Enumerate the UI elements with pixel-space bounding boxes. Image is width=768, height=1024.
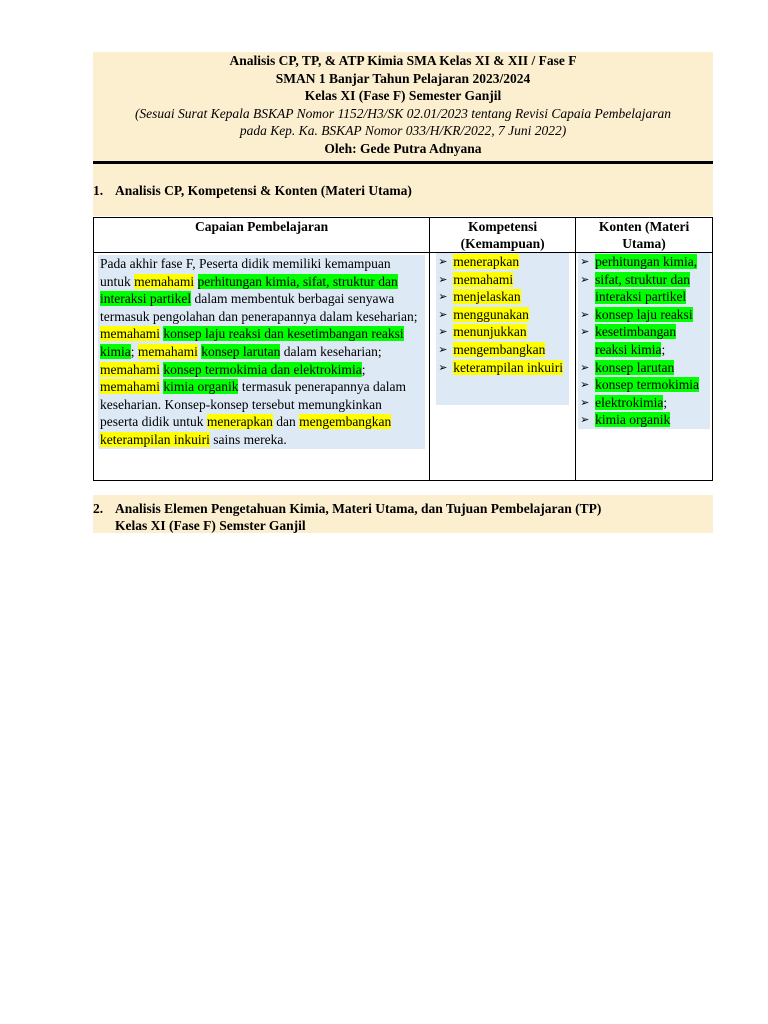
table-header-row	[94, 218, 713, 253]
arrowhead-bullet-icon: ➢	[438, 307, 448, 321]
kompetensi-text: menggunakan	[453, 306, 529, 322]
arrowhead-bullet-icon: ➢	[580, 325, 590, 339]
section-2-band	[93, 495, 713, 533]
document-header	[93, 52, 713, 164]
cp-paragraph: Pada akhir fase F, Peserta didik memiliki kemampuan untuk memahami perhitungan kimia, sifat, struktur dan interaksi partikel dalam membentuk berbagai senyawa termasuk pengolahan dan penerapannya dalam keseharian; memahami konsep laju reaksi dan kesetimbangan reaksi kimia; memahami konsep larutan dalam keseharian; memahami konsep termokimia dan elektrokimia; memahami kimia organik termasuk penerapannya dalam keseharian. Konsep-konsep tersebut memungkinkan peserta didik untuk menerapkan dan mengembangkan keterampilan inkuiri sains mereka.	[98, 255, 425, 449]
header-title: Analisis CP, TP, & ATP Kimia SMA Kelas XI & XII / Fase F	[229, 53, 577, 68]
document-sheet	[93, 52, 713, 533]
header-konten: Konten (Materi Utama)	[576, 218, 713, 253]
arrowhead-bullet-icon: ➢	[438, 255, 448, 268]
header-class: Kelas XI (Fase F) Semester Ganjil	[304, 88, 502, 103]
konten-text: elektrokimia	[595, 394, 664, 410]
section-2-title-line-1: Analisis Elemen Pengetahuan Kimia, Materi Utama, dan Tujuan Pembelajaran (TP)	[115, 501, 602, 516]
kompetensi-text: memahami	[453, 271, 514, 287]
konten-item	[578, 376, 710, 394]
konten-text: kesetimbangan reaksi kimia	[595, 324, 677, 357]
konten-cell	[576, 253, 713, 481]
kompetensi-item	[436, 306, 569, 324]
arrowhead-bullet-icon: ➢	[580, 395, 590, 409]
arrowhead-bullet-icon: ➢	[438, 360, 448, 374]
arrowhead-bullet-icon: ➢	[438, 342, 448, 356]
konten-text: perhitungan kimia,	[595, 254, 698, 269]
arrowhead-bullet-icon: ➢	[438, 272, 448, 286]
konten-text: konsep termokimia	[595, 377, 699, 393]
header-reference-1: (Sesuai Surat Kepala BSKAP Nomor 1152/H3/SK 02.01/2023 tentang Revisi Capaia Pembelajaran	[134, 105, 672, 121]
arrowhead-bullet-icon: ➢	[580, 307, 590, 321]
kompetensi-item	[436, 253, 569, 271]
kompetensi-text: menerapkan	[453, 254, 520, 269]
arrowhead-bullet-icon: ➢	[580, 255, 590, 268]
header-school: SMAN 1 Banjar Tahun Pelajaran 2023/2024	[275, 70, 531, 86]
konten-item	[578, 359, 710, 377]
konten-text: kimia organik	[595, 412, 671, 428]
arrowhead-bullet-icon: ➢	[580, 360, 590, 374]
kompetensi-text: menjelaskan	[453, 289, 521, 305]
kompetensi-list	[436, 253, 569, 376]
kompetensi-text: menunjukkan	[453, 324, 527, 340]
header-author: Oleh: Gede Putra Adnyana	[324, 140, 482, 156]
section-1-number: 1.	[93, 183, 104, 198]
konten-text: sifat, struktur dan interaksi partikel	[595, 271, 690, 305]
konten-item	[578, 394, 710, 412]
kompetensi-text: keterampilan inkuiri	[453, 359, 564, 375]
kompetensi-item	[436, 323, 569, 341]
arrowhead-bullet-icon: ➢	[438, 325, 448, 339]
arrowhead-bullet-icon: ➢	[580, 272, 590, 286]
konten-item	[578, 323, 710, 358]
konten-list	[578, 253, 710, 429]
arrowhead-bullet-icon: ➢	[580, 413, 590, 427]
arrowhead-bullet-icon: ➢	[438, 290, 448, 304]
konten-text: konsep laju reaksi	[595, 306, 693, 322]
header-kompetensi: Kompetensi (Kemampuan)	[430, 218, 576, 253]
header-reference-2: pada Kep. Ka. BSKAP Nomor 033/H/KR/2022, 7 Juni 2022)	[239, 123, 567, 138]
section-1-band	[93, 164, 713, 216]
kompetensi-item	[436, 359, 569, 377]
konten-suffix: ;	[661, 341, 666, 357]
kompetensi-list-bg	[436, 253, 569, 405]
konten-suffix: ;	[663, 394, 668, 410]
konten-item	[578, 271, 710, 306]
kompetensi-item	[436, 288, 569, 306]
analysis-table	[93, 217, 713, 481]
section-1-title: Analisis CP, Kompetensi & Konten (Materi Utama)	[115, 183, 412, 198]
kompetensi-text: mengembangkan	[453, 341, 546, 357]
konten-item	[578, 306, 710, 324]
konten-item	[578, 253, 710, 271]
cp-cell	[94, 253, 430, 481]
header-cp: Capaian Pembelajaran	[94, 218, 430, 253]
kompetensi-item	[436, 271, 569, 289]
konten-text: konsep larutan	[595, 359, 675, 375]
kompetensi-cell	[430, 253, 576, 481]
kompetensi-item	[436, 341, 569, 359]
konten-list-bg	[578, 253, 710, 429]
section-2-title-line-2: Kelas XI (Fase F) Semster Ganjil	[115, 518, 306, 533]
table-body-row	[94, 253, 713, 481]
konten-item	[578, 411, 710, 429]
section-2-number: 2.	[93, 501, 104, 516]
arrowhead-bullet-icon: ➢	[580, 378, 590, 392]
